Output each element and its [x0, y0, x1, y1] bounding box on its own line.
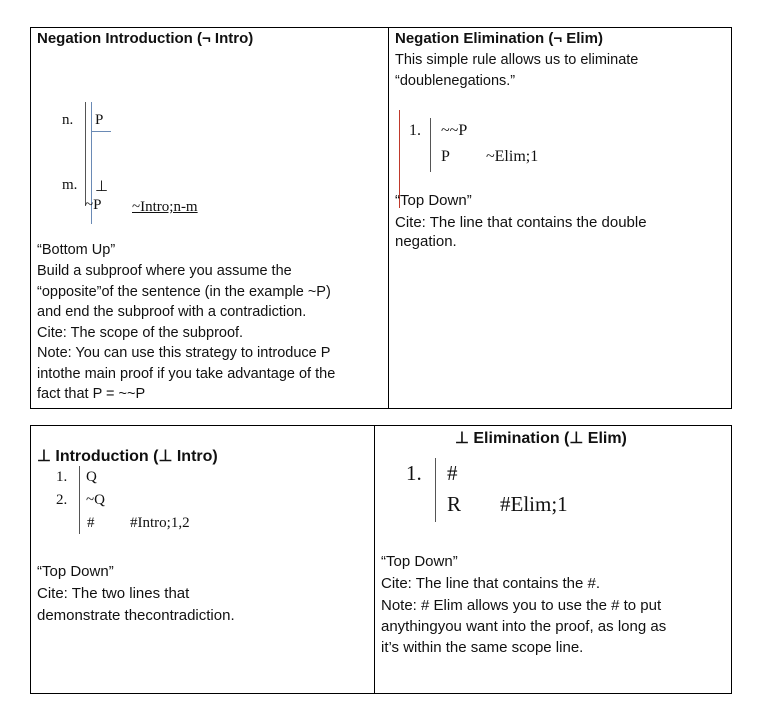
neg-elim-scope-line [430, 118, 431, 172]
neg-elim-concl-formula: P [441, 148, 450, 165]
neg-intro-concl-formula: ~P [85, 197, 102, 213]
bot-intro-concl-just: #Intro;1,2 [130, 515, 190, 531]
neg-intro-line: and end the subproof with a contradiction. [37, 304, 307, 320]
neg-intro-body [37, 261, 335, 405]
bot-elim-concl-formula: R [447, 492, 462, 516]
bot-elim-line: it’s within the same scope line. [381, 639, 584, 656]
neg-intro-line: Cite: The scope of the subproof. [37, 324, 244, 341]
neg-intro-concl-just: ~Intro;n-m [132, 199, 198, 215]
neg-elim-concl-just: ~Elim;1 [486, 148, 539, 165]
bot-elim-line: anythingyou want into the proof, as long as [381, 618, 667, 635]
bot-elim-line: Cite: The line that contains the #. [381, 575, 601, 592]
bot-intro-strategy: “Top Down” [37, 563, 114, 580]
neg-intro-n-label: n. [62, 112, 74, 128]
bot-intro-l1-formula: Q [86, 469, 97, 485]
neg-intro-line: Note: You can use this strategy to introduce P [37, 345, 331, 361]
neg-elim-l1-label: 1. [409, 122, 421, 139]
bot-elim-line: Note: # Elim allows you to use the # to put [381, 597, 662, 614]
neg-intro-line: fact that P = ~~P [37, 386, 146, 402]
neg-elim-cite: Cite: The line that contains the double [395, 214, 647, 231]
bot-intro-scope-line [79, 466, 80, 534]
neg-intro-m-label: m. [62, 177, 78, 193]
neg-intro-line: Build a subproof where you assume the [37, 263, 292, 279]
neg-elim-desc: “doublenegations.” [395, 73, 516, 89]
neg-elim-title: Negation Elimination (¬ Elim) [395, 30, 603, 47]
neg-intro-line: intothe main proof if you take advantage of the [37, 365, 336, 382]
bot-elim-title: ⊥ Elimination (⊥ Elim) [455, 430, 627, 447]
bot-intro-l1-label: 1. [56, 469, 68, 485]
neg-elim-strategy: “Top Down” [395, 192, 472, 209]
neg-intro-title: Negation Introduction (¬ Intro) [37, 30, 254, 47]
neg-intro-line: “opposite”of the sentence (in the example ~P) [37, 283, 331, 300]
bot-elim-l1-label: 1. [406, 461, 422, 485]
bot-intro-l2-label: 2. [56, 492, 68, 508]
bot-elim-strategy: “Top Down” [381, 553, 458, 570]
neg-intro-assumption-bar [91, 131, 111, 132]
bot-intro-l2-formula: ~Q [86, 492, 105, 508]
neg-elim-cite: negation. [395, 233, 457, 250]
neg-intro-cell [31, 28, 388, 408]
bot-intro-title: ⊥ Introduction (⊥ Intro) [37, 448, 218, 465]
neg-intro-strategy: “Bottom Up” [37, 242, 116, 258]
neg-elim-cell [389, 28, 731, 408]
neg-intro-m-formula: ⊥ [95, 179, 109, 195]
bot-elim-concl-just: #Elim;1 [500, 492, 568, 516]
bot-intro-cell [31, 426, 374, 693]
bot-intro-cite: demonstrate thecontradiction. [37, 607, 235, 624]
bot-elim-scope-line [435, 458, 436, 522]
neg-elim-l1-formula: ~~P [441, 122, 468, 139]
neg-intro-n-formula: P [95, 112, 104, 128]
bot-elim-l1-formula: # [447, 461, 458, 485]
bot-intro-concl-formula: # [87, 515, 95, 531]
neg-elim-desc: This simple rule allows us to eliminate [395, 52, 639, 68]
bot-elim-cell [375, 426, 731, 693]
bot-intro-cite: Cite: The two lines that [37, 585, 190, 602]
neg-intro-outer-scope-line [85, 102, 86, 206]
